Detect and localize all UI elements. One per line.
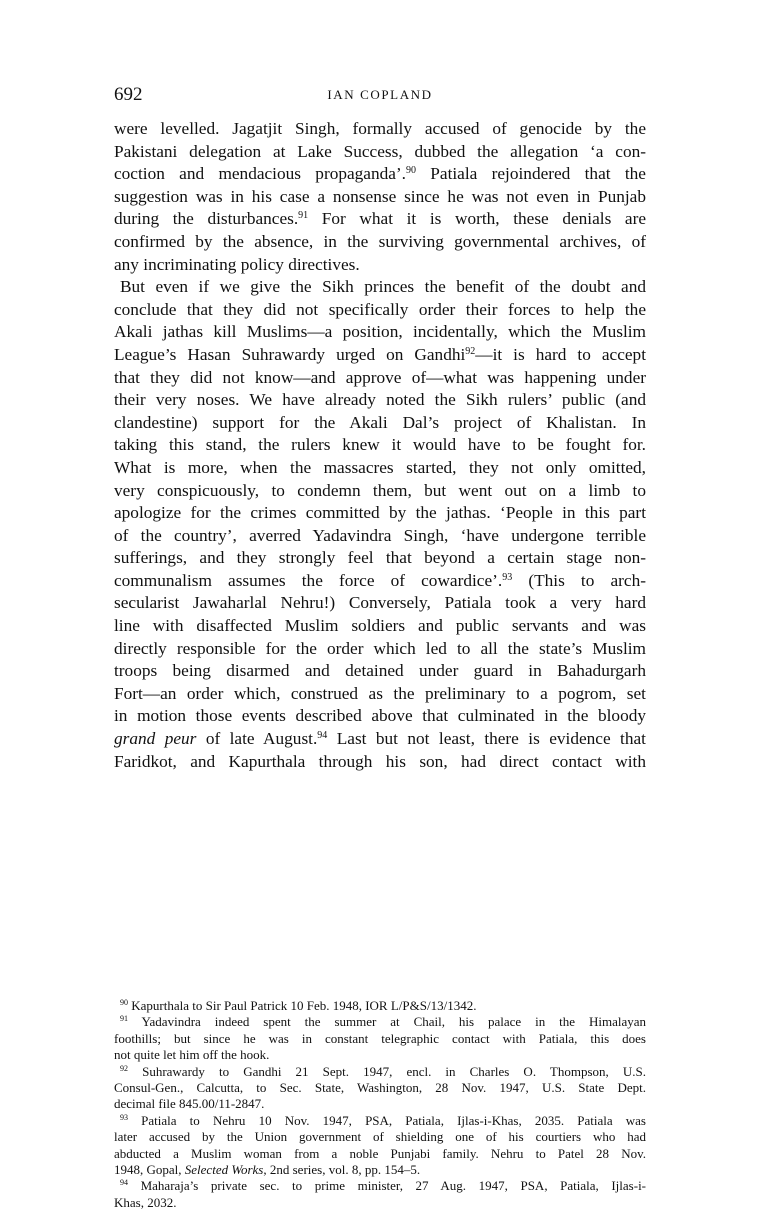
text-run: —it is hard to accept: [475, 344, 647, 364]
footnote-93: [114, 1113, 646, 1179]
text-line: suggestion was in his case a nonsense since he was not even in Punjab: [114, 186, 646, 206]
page-header: [114, 84, 646, 112]
text-line: any incriminating policy directives.: [114, 254, 360, 274]
footnote-line: foothills; but since he was in constant telegraphic contact with Patiala, this does: [114, 1030, 646, 1046]
text-line: [114, 344, 646, 367]
text-run: For what it is worth, these denials are: [308, 209, 647, 229]
footnote-text: Kapurthala to Sir Paul Patrick 10 Feb. 1948, IOR L/P&S/13/1342.: [131, 998, 477, 1013]
text-line: Faridkot, and Kapurthala through his son, had direct contact with: [114, 751, 646, 771]
text-run: of late August.: [196, 729, 318, 749]
footnote-91: [114, 1014, 646, 1063]
footnote-94: [114, 1178, 646, 1211]
footnote-text: Suhrawardy to Gandhi 21 Sept. 1947, encl. in Charles O. Thompson, U.S.: [142, 1063, 646, 1079]
footnote-line: [114, 1014, 646, 1030]
text-line: Fort—an order which, construed as the preliminary to a pogrom, set: [114, 683, 646, 703]
text-line: [114, 208, 646, 231]
footnote-text: Yadavindra indeed spent the summer at Chail, his palace in the Himalayan: [141, 1014, 646, 1030]
footnote-number: 91: [120, 1014, 128, 1024]
footnote-line: [114, 1113, 646, 1129]
italic-title: Selected Works: [184, 1162, 264, 1178]
running-head: IAN COPLAND: [327, 87, 433, 102]
text-run: during the disturbances.: [114, 209, 299, 229]
text-line: that they did not know—and approve of—what was happening under: [114, 367, 646, 387]
footnote-ref-91[interactable]: 91: [298, 210, 309, 222]
text-line: were levelled. Jagatjit Singh, formally accused of genocide by the: [114, 119, 646, 138]
footnote-line: abducted a Muslim woman from a noble Punjabi family. Nehru to Patel 28 Nov.: [114, 1145, 646, 1161]
text-line: Akali jathas kill Muslims—a position, incidentally, which the Muslim: [114, 322, 646, 342]
text-line: line with disaffected Muslim soldiers and public servants and was: [114, 616, 646, 636]
text-line: their very noses. We have already noted the Sikh rulers’ public (and: [114, 390, 646, 410]
footnote-ref-90[interactable]: 90: [405, 165, 416, 177]
text-line: [114, 163, 646, 186]
text-line: conclude that they did not specifically order their forces to help the: [114, 299, 646, 319]
text-run: coction and mendacious propaganda’.: [114, 164, 406, 184]
footnote-ref-94[interactable]: 94: [317, 730, 328, 742]
text-line: confirmed by the absence, in the surviving governmental archives, of: [114, 231, 646, 251]
text-line: in motion those events described above that culminated in the bloody: [114, 706, 646, 726]
footnote-ref-92[interactable]: 92: [465, 345, 476, 357]
text-run: Last but not least, there is evidence that: [327, 729, 646, 749]
paragraph-2: [114, 276, 646, 773]
paragraph-1: [114, 118, 646, 276]
footnote-line: [114, 1064, 646, 1080]
text-run: League’s Hasan Suhrawardy urged on Gandhi: [114, 344, 466, 364]
text-line: [114, 728, 646, 751]
footnote-text: 1948, Gopal,: [114, 1162, 185, 1178]
footnote-text: Maharaja’s private sec. to prime minister, 27 Aug. 1947, PSA, Patiala, Ijlas-i-: [140, 1178, 647, 1194]
footnote-number: 93: [120, 1112, 128, 1122]
footnotes: [114, 998, 646, 1211]
text-line: [114, 570, 646, 593]
text-line: of the country’, averred Yadavindra Singh, ‘have undergone terrible: [114, 525, 646, 545]
footnote-text: , 2nd series, vol. 8, pp. 154–5.: [263, 1162, 421, 1178]
text-line: very conspicuously, to condemn them, but went out on a limb to: [114, 480, 646, 500]
text-line: What is more, when the massacres started, they not only omitted,: [114, 457, 646, 477]
italic-phrase: grand peur: [114, 729, 197, 749]
text-line: troops being disarmed and detained under guard in Bahadurgarh: [114, 661, 646, 681]
body-text: [114, 118, 646, 773]
text-line: But even if we give the Sikh princes the benefit of the doubt and: [120, 277, 646, 297]
footnote-number: 94: [120, 1178, 128, 1188]
text-line: Pakistani delegation at Lake Success, dubbed the allegation ‘a con-: [114, 141, 646, 161]
footnote-line: later accused by the Union government of shielding one of his courtiers who had: [114, 1129, 646, 1145]
text-line: taking this stand, the rulers knew it would have to be fought for.: [114, 435, 646, 455]
footnote-line: [114, 1162, 646, 1178]
text-run: (This to arch-: [512, 570, 646, 590]
text-line: sufferings, and they strongly feel that beyond a certain stage non-: [114, 548, 646, 568]
footnote-line: Consul-Gen., Calcutta, to Sec. State, Washington, 28 Nov. 1947, U.S. State Dept.: [114, 1080, 646, 1096]
text-line: directly responsible for the order which led to all the state’s Muslim: [114, 638, 646, 658]
text-run: communalism assumes the force of cowardice’.: [114, 570, 503, 590]
footnote-90: [114, 998, 646, 1014]
text-line: apologize for the crimes committed by the jathas. ‘People in this part: [114, 503, 646, 523]
footnote-line: [114, 1178, 646, 1194]
footnote-ref-93[interactable]: 93: [502, 571, 513, 583]
text-line: secularist Jawaharlal Nehru!) Conversely, Patiala took a very hard: [114, 593, 646, 613]
footnote-number: 90: [120, 998, 128, 1007]
text-line: clandestine) support for the Akali Dal’s project of Khalistan. In: [114, 412, 646, 432]
footnote-text: Patiala to Nehru 10 Nov. 1947, PSA, Patiala, Ijlas-i-Khas, 2035. Patiala was: [141, 1112, 646, 1128]
footnote-92: [114, 1064, 646, 1113]
footnote-line: Khas, 2032.: [114, 1194, 177, 1210]
footnote-line: [114, 998, 646, 1014]
footnote-line: decimal file 845.00/11-2847.: [114, 1096, 265, 1112]
footnote-line: not quite let him off the hook.: [114, 1047, 270, 1063]
page-number: 692: [114, 84, 143, 105]
text-run: Patiala rejoindered that the: [415, 164, 646, 184]
footnote-number: 92: [120, 1063, 128, 1073]
